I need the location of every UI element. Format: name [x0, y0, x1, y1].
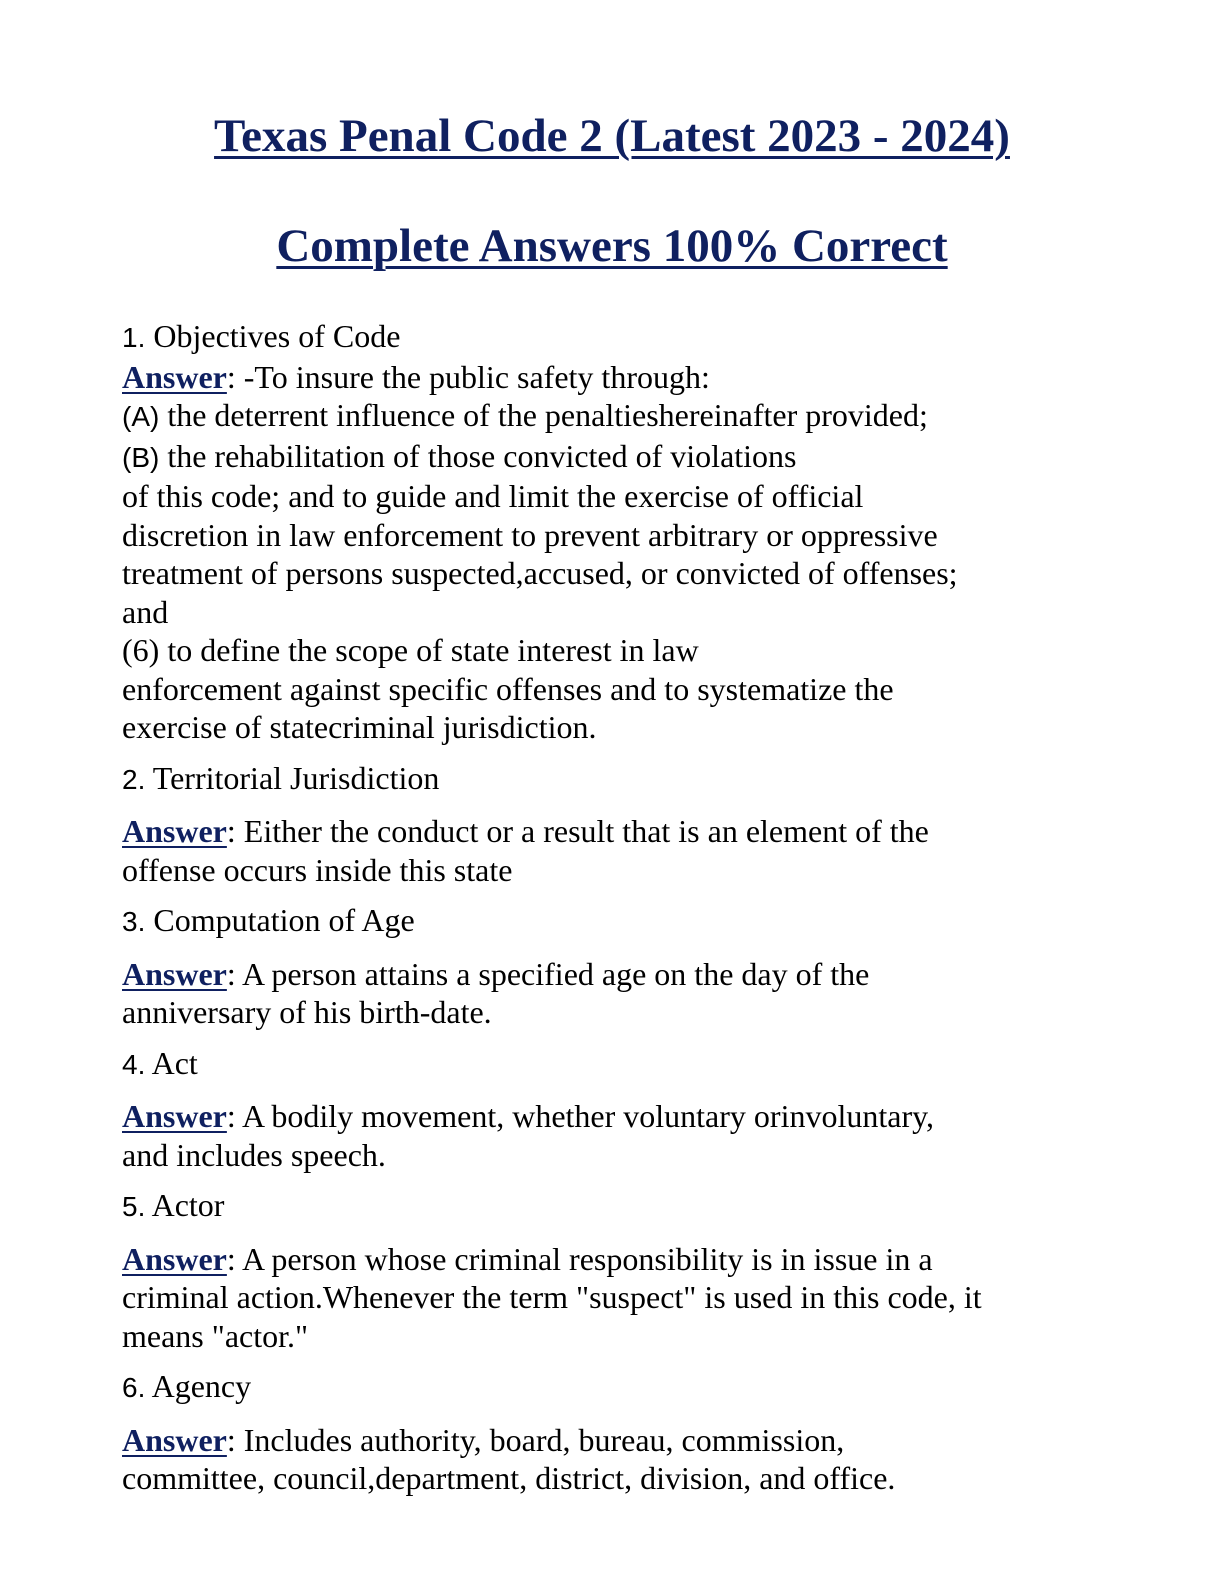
list-marker: (A): [122, 401, 160, 432]
answer-label: Answer: [122, 955, 227, 992]
answer-line: treatment of persons suspected,accused, or convicted of offenses;: [122, 555, 958, 591]
answer-line: A bodily movement, whether voluntary orinvoluntary,: [242, 1098, 935, 1134]
answer-line: exercise of statecriminal jurisdiction.: [122, 709, 597, 745]
list-marker: (6): [122, 632, 160, 668]
document-subtitle: [0, 218, 1224, 274]
qa-item-6: [122, 1367, 1112, 1498]
answer-line: of this code; and to guide and limit the exercise of official: [122, 478, 864, 514]
answer-line: -To insure the public safety through:: [243, 358, 710, 395]
question-text: Act: [151, 1044, 198, 1081]
answer-line: to define the scope of state interest in law: [167, 632, 699, 668]
qa-item-2: [122, 759, 1112, 890]
answer-line: and: [122, 593, 169, 630]
answer-line: discretion in law enforcement to prevent arbitrary or oppressive: [122, 516, 938, 553]
question-text: Computation of Age: [153, 902, 415, 938]
question: 5. Actor: [122, 1187, 225, 1223]
qa-item-4: [122, 1044, 1112, 1175]
list-marker: (B): [122, 441, 160, 473]
answer-line: A person whose criminal responsibility is in issue in a: [242, 1240, 933, 1277]
answer-label: Answer: [122, 813, 227, 849]
question: 1. Objectives of Code: [122, 318, 401, 354]
answer-label: Answer: [122, 358, 227, 395]
answer-line: enforcement against specific offenses and to systematize the: [122, 670, 894, 707]
question: 4. Act: [122, 1044, 198, 1081]
answer-label: Answer: [122, 1098, 227, 1134]
answer: Answer: Either the conduct or a result that is an element of the offense occurs inside this state: [122, 812, 1112, 889]
question-number: 5: [122, 1191, 138, 1222]
question-text: Territorial Jurisdiction: [152, 759, 440, 796]
question-number: 4: [122, 1048, 138, 1080]
qa-item-1: [122, 317, 1112, 747]
answer-label: Answer: [122, 1240, 227, 1277]
answer-line: criminal action.Whenever the term "suspect" is used in this code, it: [122, 1279, 982, 1315]
qa-list: [122, 317, 1112, 1510]
answer-line: A person attains a specified age on the day of the: [242, 955, 870, 992]
answer-label: Answer: [122, 1421, 227, 1458]
question-text: Actor: [151, 1187, 225, 1223]
question-text: Agency: [151, 1368, 252, 1404]
answer-line: means "actor.": [122, 1317, 309, 1354]
answer-line: anniversary of his birth-date.: [122, 994, 492, 1030]
answer: Answer: Includes authority, board, bureau, commission, committee, council,department, district, division, and office.: [122, 1421, 1112, 1498]
answer: Answer: -To insure the public safety through: (A) the deterrent influence of the penaltieshereinafter provided; (B) the rehabilitation of those convicted of violations of this code; and to guide and limit the exercise of official discretion in law enforcement to prevent arbitrary or oppressive treatment of persons suspected,accused, or convicted of offenses; and (6) to define the scope of state interest in law enforcement against specific offenses and to systematize the exercise of statecriminal jurisdiction.: [122, 358, 1112, 747]
title-line-1: Texas Penal Code 2 (Latest 2023 - 2024): [214, 110, 1010, 162]
answer-line: committee, council,department, district, division, and office.: [122, 1460, 896, 1496]
question-number: 1: [122, 322, 138, 353]
question-number: 6: [122, 1372, 138, 1403]
question-text: Objectives of Code: [153, 318, 401, 354]
answer: Answer: A bodily movement, whether voluntary orinvoluntary, and includes speech.: [122, 1097, 1112, 1174]
answer-line: the deterrent influence of the penaltieshereinafter provided;: [167, 397, 928, 433]
title-line-2: Complete Answers 100% Correct: [276, 220, 948, 272]
answer: Answer: A person attains a specified age on the day of the anniversary of his birth-date.: [122, 955, 1112, 1032]
answer-line: Includes authority, board, bureau, commission,: [243, 1421, 845, 1458]
question: 3. Computation of Age: [122, 902, 415, 938]
qa-item-3: [122, 901, 1112, 1032]
qa-item-5: [122, 1186, 1112, 1355]
answer-line: offense occurs inside this state: [122, 851, 513, 888]
document-title: [0, 108, 1224, 164]
question-number: 2: [122, 763, 138, 795]
question-number: 3: [122, 906, 138, 937]
answer-line: and includes speech.: [122, 1136, 386, 1173]
answer-line: the rehabilitation of those convicted of violations: [167, 437, 797, 474]
question: 2. Territorial Jurisdiction: [122, 759, 440, 796]
question: 6. Agency: [122, 1368, 252, 1404]
answer: Answer: A person whose criminal responsibility is in issue in a criminal action.Whenever the term "suspect" is used in this code, it means "actor.": [122, 1240, 1112, 1356]
answer-line: Either the conduct or a result that is an element of the: [243, 813, 929, 849]
